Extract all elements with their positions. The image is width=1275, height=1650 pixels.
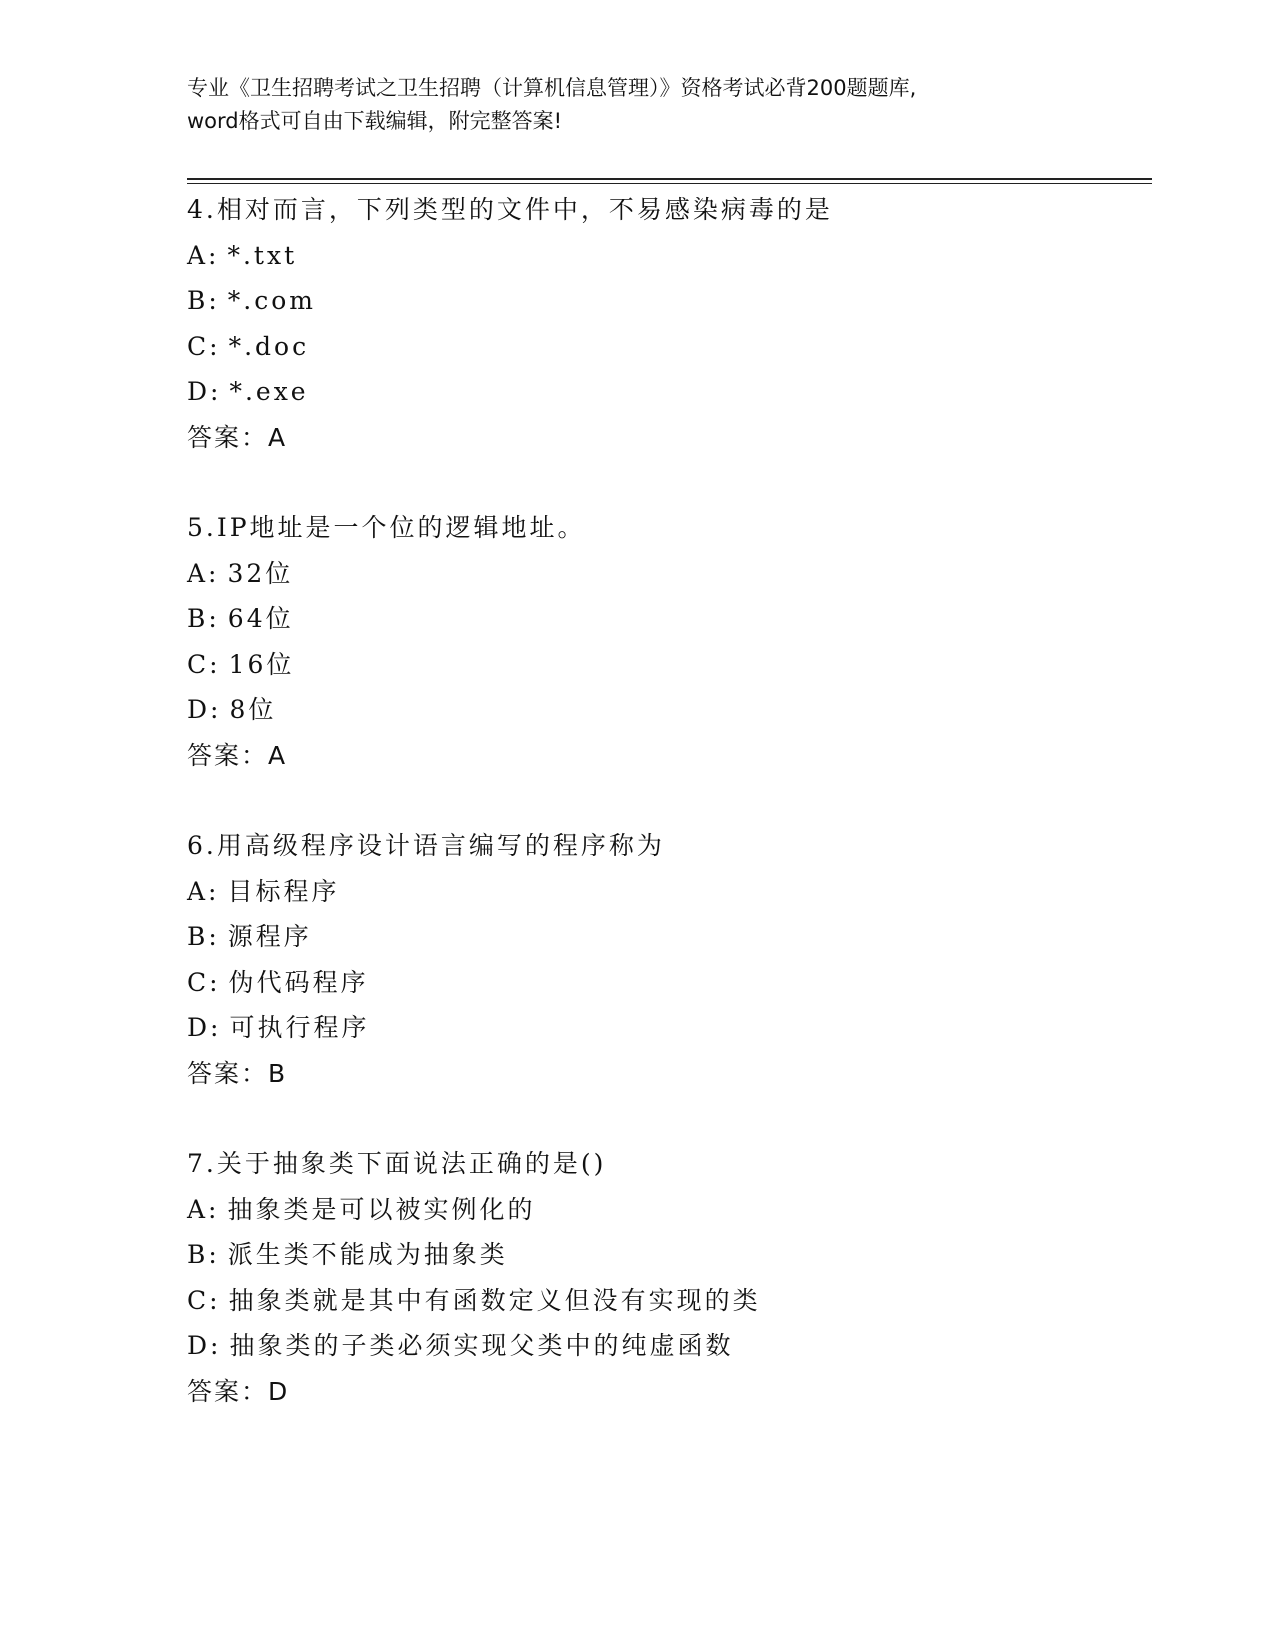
option-text: *.exe	[229, 377, 309, 406]
answer-value: B	[268, 1058, 286, 1088]
question-stem: 5.IP地址是一个位的逻辑地址。	[187, 513, 586, 542]
option-d	[187, 1005, 1147, 1051]
option-a	[187, 869, 1147, 915]
option-label: A:	[187, 558, 220, 588]
header-divider	[187, 178, 1152, 180]
option-label: B:	[187, 286, 220, 315]
option-text: 抽象类的子类必须实现父类中的纯虚函数	[229, 1331, 734, 1360]
question-block	[187, 823, 1147, 1096]
question-block	[187, 187, 1147, 460]
option-label: C:	[187, 1285, 221, 1315]
question-block	[187, 505, 1147, 778]
option-label: C:	[187, 649, 221, 679]
answer-label: 答案：	[187, 422, 269, 452]
option-c	[187, 642, 1147, 688]
option-label: A:	[187, 240, 220, 270]
question-stem: 7.关于抽象类下面说法正确的是()	[187, 1149, 607, 1178]
header-line-2: word格式可自由下载编辑，附完整答案!	[187, 109, 563, 133]
option-label: B:	[187, 1240, 220, 1269]
question-stem: 4.相对而言，下列类型的文件中，不易感染病毒的是	[187, 195, 833, 224]
option-d	[187, 1323, 1147, 1369]
option-label: C:	[187, 967, 221, 997]
option-label: A:	[187, 876, 220, 906]
option-d	[187, 687, 1147, 733]
option-text: 源程序	[227, 922, 312, 951]
document-header	[187, 72, 1087, 138]
option-label: D:	[187, 377, 222, 406]
option-b	[187, 278, 1147, 324]
answer-line	[187, 733, 1147, 778]
answer-value: A	[268, 740, 286, 770]
option-a	[187, 551, 1147, 597]
question-block	[187, 1141, 1147, 1414]
question-stem: 6.用高级程序设计语言编写的程序称为	[187, 831, 665, 860]
header-divider-thin	[187, 183, 1152, 184]
option-label: A:	[187, 1194, 220, 1224]
option-text: 8位	[229, 695, 277, 724]
option-a	[187, 1187, 1147, 1233]
option-text: 派生类不能成为抽象类	[227, 1240, 508, 1269]
header-line-1: 专业《卫生招聘考试之卫生招聘（计算机信息管理）》资格考试必背200题题库,	[187, 76, 917, 100]
option-text: 抽象类是可以被实例化的	[227, 1194, 536, 1224]
option-c	[187, 1278, 1147, 1324]
answer-label: 答案：	[187, 1376, 269, 1406]
answer-line	[187, 1369, 1147, 1414]
option-b	[187, 1232, 1147, 1278]
option-label: D:	[187, 1013, 222, 1042]
answer-label: 答案：	[187, 1058, 269, 1088]
option-label: D:	[187, 695, 222, 724]
answer-line	[187, 415, 1147, 460]
option-text: 64位	[227, 604, 294, 633]
option-text: *.txt	[227, 240, 298, 270]
option-text: 伪代码程序	[228, 967, 369, 997]
option-d	[187, 369, 1147, 415]
answer-value: D	[268, 1376, 288, 1406]
option-b	[187, 596, 1147, 642]
option-c	[187, 960, 1147, 1006]
option-b	[187, 914, 1147, 960]
option-c	[187, 324, 1147, 370]
answer-label: 答案：	[187, 740, 269, 770]
option-text: *.doc	[228, 331, 310, 361]
option-text: 目标程序	[227, 876, 340, 906]
option-text: 抽象类就是其中有函数定义但没有实现的类	[228, 1285, 761, 1315]
option-text: 16位	[228, 649, 295, 679]
option-text: 可执行程序	[229, 1013, 370, 1042]
option-label: B:	[187, 604, 220, 633]
option-label: D:	[187, 1331, 222, 1360]
option-a	[187, 233, 1147, 279]
option-text: *.com	[227, 286, 317, 315]
answer-line	[187, 1051, 1147, 1096]
option-text: 32位	[227, 558, 294, 588]
option-label: C:	[187, 331, 221, 361]
answer-value: A	[268, 422, 286, 452]
option-label: B:	[187, 922, 220, 951]
